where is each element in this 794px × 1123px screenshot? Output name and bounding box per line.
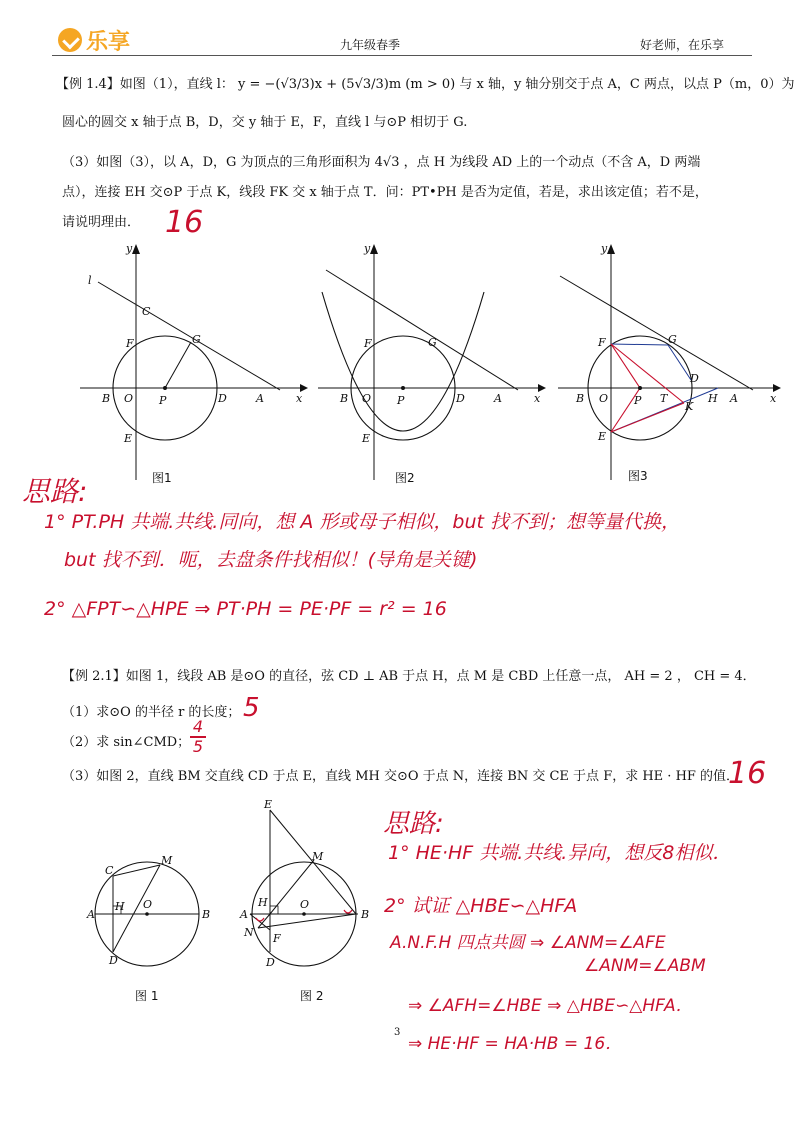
svg-text:A: A [240, 908, 248, 921]
svg-text:A: A [494, 392, 502, 405]
svg-text:B: B [340, 392, 349, 405]
example1-note1a: 1° PT.PH 共端.共线.同向，想 A 形或母子相似，but 找不到；想等量代换， [44, 511, 681, 533]
svg-text:F: F [273, 932, 281, 945]
example1-answer: 16 [165, 205, 204, 240]
example2-note5: ⇒ ∠AFH=∠HBE ⇒ △HBE∽△HFA． [408, 996, 693, 1016]
logo-text: 乐享 [86, 29, 131, 55]
example2-a3: 16 [728, 756, 767, 791]
svg-text:E: E [598, 430, 607, 443]
example1-note2: 2° △FPT∽△HPE ⇒ PT·PH = PE·PF = r² = 16 [44, 598, 447, 620]
svg-text:H: H [708, 392, 718, 405]
example1-line5: 请说明理由． [62, 215, 141, 230]
logo-icon [58, 28, 82, 52]
svg-text:M: M [161, 854, 173, 867]
example2-a2 [190, 718, 206, 756]
svg-text:O: O [124, 392, 134, 405]
svg-text:O: O [300, 898, 310, 911]
example1-fig2-caption: 图2 [395, 471, 415, 485]
svg-text:B: B [576, 392, 585, 405]
example2-q3: （3）如图 2，直线 BM 交直线 CD 于点 E，直线 MH 交⊙O 于点 N，连接 BN 交 CE 于点 F，求 HE · HF 的值． [62, 769, 740, 784]
page-header [0, 0, 794, 58]
example1-note1b: but 找不到．呃，去盘条件找相似！(导角是关键) [64, 549, 478, 571]
example2-note1: 1° HE·HF 共端.共线.异向，想反8相似． [388, 842, 732, 864]
example1-figure1 [70, 240, 310, 485]
svg-text:M: M [312, 850, 324, 863]
svg-text:C: C [142, 305, 151, 318]
example1-line4: 点），连接 EH 交⊙P 于点 K，线段 FK 交 x 轴于点 T．问：PT•PH 是否为定值，若是，求出该定值；若不是， [62, 185, 708, 200]
example2-fig2-caption: 图 2 [300, 989, 324, 1003]
svg-text:K: K [685, 400, 694, 413]
example1-line2: 圆心的圆交 x 轴于点 B，D，交 y 轴于 E，F，直线 l 与⊙P 相切于 G. [62, 115, 468, 130]
svg-text:D: D [218, 392, 227, 405]
svg-text:P: P [634, 394, 642, 407]
example2-fig1-caption: 图 1 [135, 989, 159, 1003]
svg-text:A: A [87, 908, 95, 921]
svg-text:x: x [534, 392, 541, 405]
svg-text:F: F [126, 337, 134, 350]
example1-fig3-caption: 图3 [628, 469, 648, 483]
svg-text:O: O [599, 392, 609, 405]
example1-line3: （3）如图（3），以 A，D，G 为顶点的三角形面积为 4√3 ，点 H 为线段 AD 上的一个动点（不含 A，D 两端 [62, 155, 701, 170]
svg-text:E: E [124, 432, 133, 445]
example2-a2-numerator: 4 [192, 717, 204, 736]
example2-line1: 【例 2.1】如图 1，线段 AB 是⊙O 的直径，弦 CD ⊥ AB 于点 H，点 M 是 CBD 上任意一点， AH = 2 ， CH = 4． [62, 669, 756, 684]
header-slogan: 好老师，在乐享 [640, 38, 725, 52]
svg-text:F: F [598, 336, 606, 349]
svg-text:B: B [102, 392, 111, 405]
svg-text:B: B [202, 908, 211, 921]
example2-notes-title: 思路: [383, 809, 444, 839]
svg-text:D: D [456, 392, 465, 405]
example2-note4: ∠ANM=∠ABM [584, 956, 706, 976]
svg-text:O: O [362, 392, 372, 405]
svg-text:F: F [364, 337, 372, 350]
example2-q1: （1）求⊙O 的半径 r 的长度； [62, 705, 241, 720]
example1-figure2 [308, 240, 548, 485]
svg-text:D: D [690, 372, 699, 385]
svg-text:G: G [192, 333, 201, 346]
svg-text:x: x [770, 392, 777, 405]
svg-text:H: H [115, 900, 125, 913]
svg-text:y: y [601, 242, 608, 255]
svg-text:N: N [244, 926, 254, 939]
svg-text:O: O [143, 898, 153, 911]
example2-figure1 [85, 850, 215, 970]
svg-text:G: G [428, 336, 437, 349]
logo [58, 26, 130, 54]
example1-figure3 [548, 240, 788, 485]
svg-text:P: P [397, 394, 405, 407]
svg-text:P: P [159, 394, 167, 407]
example2-a2-denominator: 5 [192, 737, 204, 756]
svg-text:T: T [660, 392, 668, 405]
svg-text:B: B [361, 908, 370, 921]
header-divider [52, 55, 752, 56]
header-course: 九年级春季 [340, 38, 401, 52]
svg-text:E: E [264, 800, 273, 811]
example1-notes-title: 思路: [22, 475, 88, 508]
svg-text:D: D [109, 954, 118, 967]
example2-note2: 2° 试证 △HBE∽△HFA [384, 895, 578, 917]
svg-text:D: D [266, 956, 275, 969]
svg-text:C: C [105, 864, 114, 877]
svg-text:y: y [126, 242, 133, 255]
page-number: 3 [394, 1027, 401, 1038]
example2-note6: ⇒ HE·HF = HA·HB = 16． [408, 1034, 623, 1054]
example2-note3: A.N.F.H 四点共圆 ⇒ ∠ANM=∠AFE [390, 933, 666, 953]
svg-text:y: y [364, 242, 371, 255]
svg-text:A: A [730, 392, 738, 405]
svg-text:A: A [256, 392, 264, 405]
svg-text:x: x [296, 392, 303, 405]
example2-q2: （2）求 sin∠CMD； [62, 735, 191, 750]
example1-fig1-caption: 图1 [152, 471, 172, 485]
example1-line1: 【例 1.4】如图（1），直线 l： y = −(√3/3)x + (5√3/3)m (m > 0) 与 x 轴，y 轴分别交于点 A，C 两点，以点 P（m，0）为 [56, 77, 794, 92]
example2-figure2 [236, 800, 376, 978]
svg-text:G: G [668, 333, 677, 346]
svg-text:H: H [258, 896, 268, 909]
svg-text:l: l [88, 274, 92, 287]
svg-text:E: E [362, 432, 371, 445]
example2-a1: 5 [243, 693, 260, 723]
